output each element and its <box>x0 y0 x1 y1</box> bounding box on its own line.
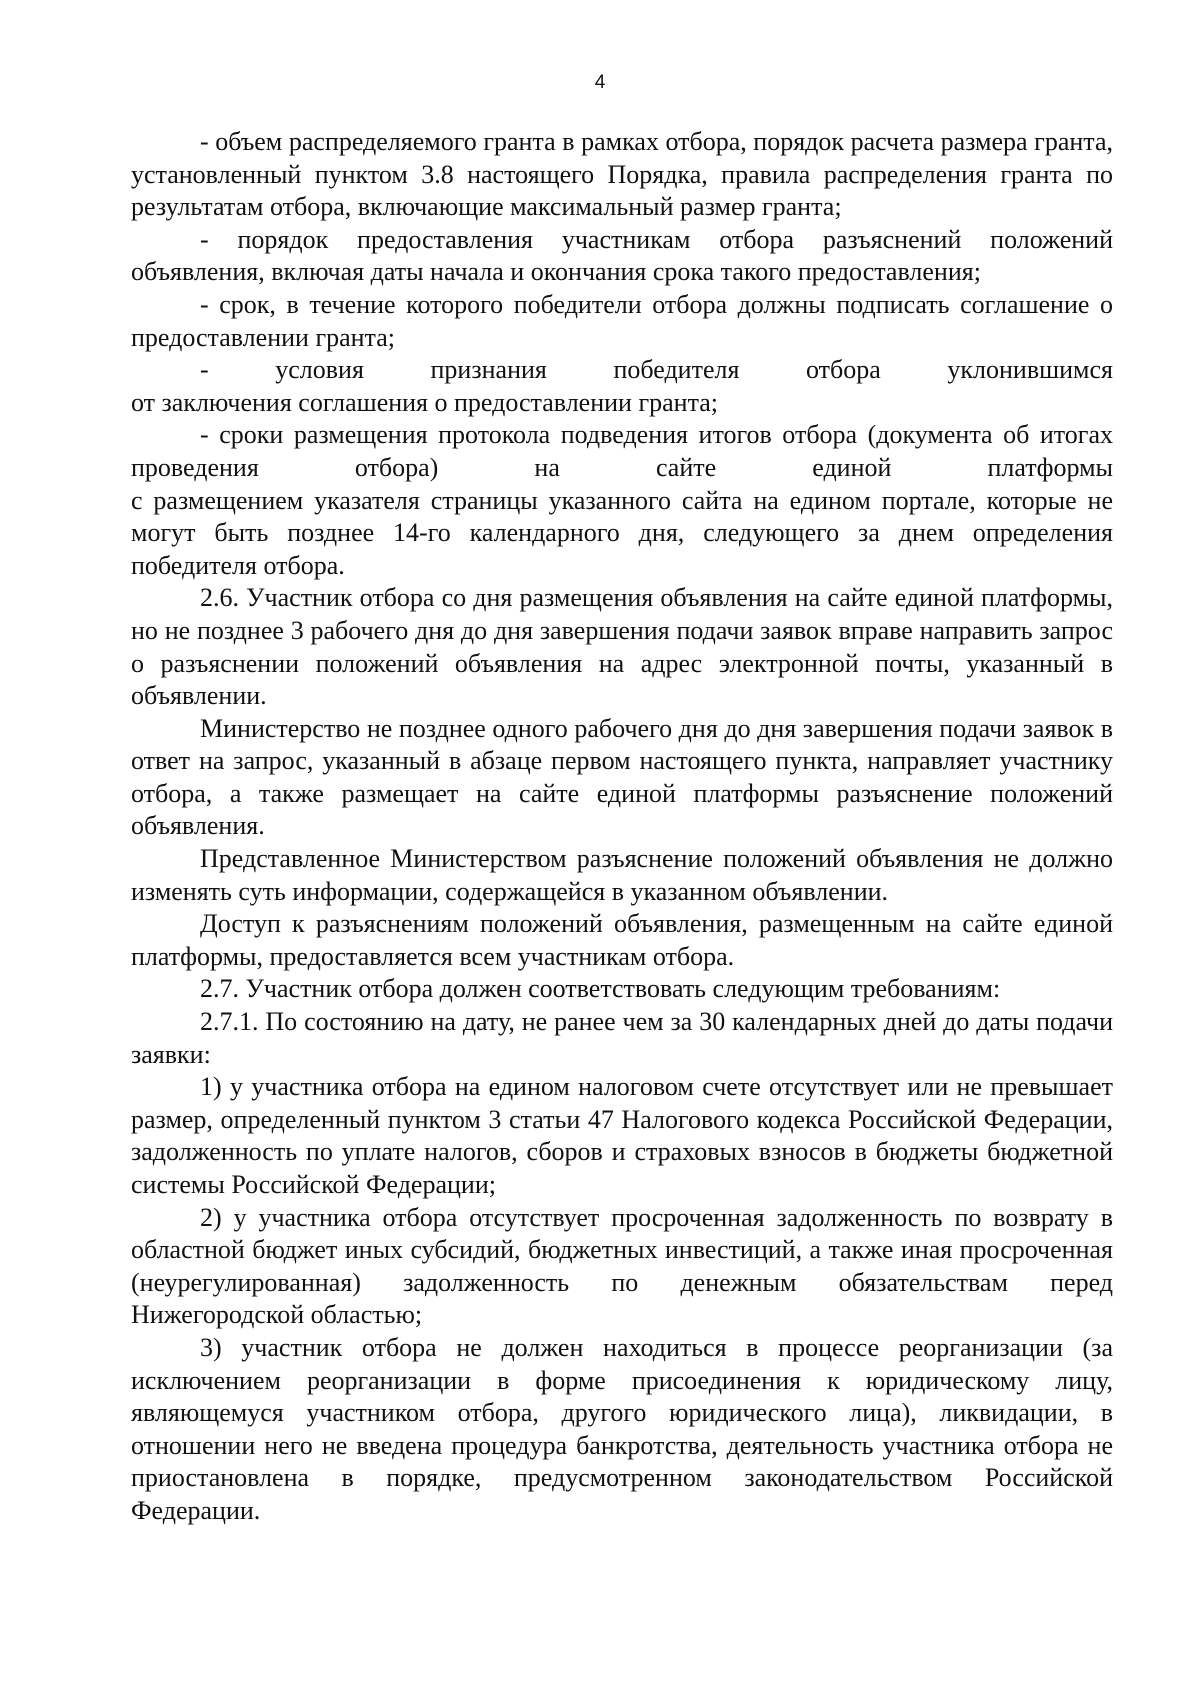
page-number: 4 <box>594 72 606 93</box>
paragraph-2-7-1: 2.7.1. По состоянию на дату, не ранее чем за 30 календарных дней до даты подачи заявки: <box>131 1007 1113 1069</box>
paragraph-2-7: 2.7. Участник отбора должен соответствовать следующим требованиям: <box>200 974 1001 1004</box>
paragraph-protocol-deadlines-cont: с размещением указателя страницы указанного сайта на едином портале, которые не могут быть позднее 14-го календарного дня, следующего за днем определения победителя отбора. <box>131 485 1113 580</box>
paragraph-evasion-conditions: - условия признания победителя отбора уклонившимся <box>200 355 1113 385</box>
paragraph-clarification-content: Представленное Министерством разъяснение положений объявления не должно изменять суть информации, содержащейся в указанном объявлении. <box>131 844 1113 906</box>
paragraph-clarification-procedure: - порядок предоставления участникам отбора разъяснений положений объявления, включая даты начала и окончания срока такого предоставления; <box>131 224 1113 287</box>
paragraph-agreement-deadline: - срок, в течение которого победители отбора должны подписать соглашение о предоставлении гранта; <box>131 289 1113 352</box>
paragraph-requirement-3: 3) участник отбора не должен находиться в процессе реорганизации (за исключением реорганизации в форме присоединения к юридическому лицу, являющемуся участником отбора, другого юридического лица), ликвидации, в отношении него не введена процедура банкротства, деятельность участника отбора не приостановлена в порядке, предусмотренном законодательством Российской Федерации. <box>131 1332 1113 1525</box>
document-body <box>131 126 1113 1528</box>
paragraph-requirement-1: 1) у участника отбора на едином налоговом счете отсутствует или не превышает размер, определенный пунктом 3 статьи 47 Налогового кодекса Российской Федерации, задолженность по уплате налогов, сборов и страховых взносов в бюджеты бюджетной системы Российской Федерации; <box>131 1072 1113 1199</box>
paragraph-protocol-deadlines: - сроки размещения протокола подведения итогов отбора (документа об итогах проведения отбора) на сайте единой платформы <box>131 420 1113 482</box>
paragraph-evasion-conditions-cont: от заключения соглашения о предоставлении гранта; <box>131 387 719 417</box>
paragraph-requirement-2: 2) у участника отбора отсутствует просроченная задолженность по возврату в областной бюджет иных субсидий, бюджетных инвестиций, а также иная просроченная (неурегулированная) задолженность по денежным обязательствам перед Нижегородской областью; <box>131 1202 1113 1330</box>
paragraph-clarification-access: Доступ к разъяснениям положений объявления, размещенным на сайте единой платформы, предоставляется всем участникам отбора. <box>131 909 1113 971</box>
paragraph-ministry-response: Министерство не позднее одного рабочего дня до дня завершения подачи заявок в ответ на запрос, указанный в абзаце первом настоящего пункта, направляет участнику отбора, а также размещает на сайте единой платформы разъяснение положений объявления. <box>131 713 1113 841</box>
paragraph-grant-volume: - объем распределяемого гранта в рамках отбора, порядок расчета размера гранта, установленный пунктом 3.8 настоящего Порядка, правила распределения гранта по результатам отбора, включающие максимальный размер гранта; <box>131 127 1113 222</box>
paragraph-2-6: 2.6. Участник отбора со дня размещения объявления на сайте единой платформы, но не позднее 3 рабочего дня до дня завершения подачи заявок вправе направить запрос о разъяснении положений объявления на адрес электронной почты, указанный в объявлении. <box>131 583 1113 711</box>
